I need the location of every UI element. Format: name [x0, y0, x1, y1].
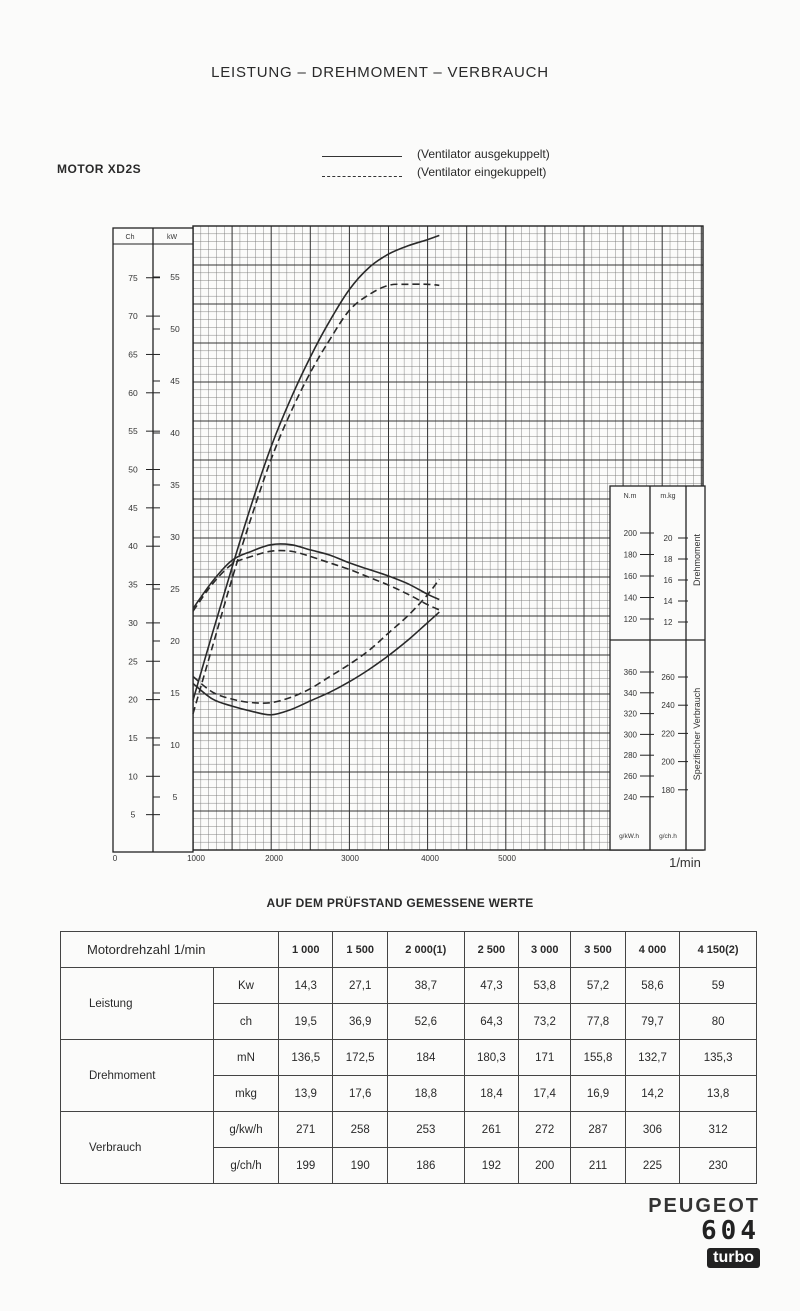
measured-values-table: [60, 931, 757, 1184]
ch-tick-label: 15: [128, 732, 138, 743]
nm-axis-label: N.m: [623, 493, 637, 500]
value-cell: 192: [464, 1148, 518, 1184]
value-cell: 16,9: [571, 1076, 625, 1112]
value-cell: 52,6: [387, 1004, 464, 1040]
ch-axis-label: Ch: [125, 234, 135, 241]
value-cell: 73,2: [519, 1004, 571, 1040]
x-tick-label: 4000: [421, 854, 439, 863]
gchh-tick-label: 180: [661, 785, 675, 795]
gkwh-tick-label: 320: [623, 709, 637, 719]
ch-tick-label: 55: [128, 426, 138, 437]
rpm-header-cell: 1 000: [279, 932, 333, 968]
unit-cell: Kw: [214, 968, 279, 1004]
x-axis: [113, 854, 701, 870]
value-cell: 199: [279, 1148, 333, 1184]
ch-tick-label: 40: [128, 541, 138, 552]
value-cell: 13,9: [279, 1076, 333, 1112]
value-cell: 14,3: [279, 968, 333, 1004]
kw-tick-label: 50: [170, 324, 180, 334]
nm-tick-label: 200: [623, 529, 637, 538]
ch-tick-label: 50: [128, 464, 138, 475]
kw-tick-label: 30: [170, 532, 180, 542]
brand-logo: [648, 1195, 760, 1268]
ch-tick-label: 60: [128, 387, 138, 398]
rpm-header-cell: 2 000(1): [387, 932, 464, 968]
value-cell: 57,2: [571, 968, 625, 1004]
ch-tick-label: 10: [128, 771, 138, 782]
x-tick-label: 1000: [187, 854, 205, 863]
chart-series: [193, 235, 439, 714]
ch-tick-label: 45: [128, 502, 138, 513]
value-cell: 306: [625, 1112, 679, 1148]
rpm-header-cell: 3 500: [571, 932, 625, 968]
legend-solid-label: (Ventilator ausgekuppelt): [417, 147, 550, 161]
gchh-tick-label: 260: [661, 673, 675, 682]
nm-tick-label: 120: [623, 615, 637, 624]
kw-tick-label: 55: [170, 272, 180, 282]
mkg-tick-label: 20: [663, 534, 673, 543]
right-axes: [610, 486, 705, 850]
rpm-header-cell: 4 000: [625, 932, 679, 968]
kw-tick-label: 45: [170, 376, 180, 386]
gkwh-tick-label: 240: [623, 792, 637, 802]
ch-tick-label: 20: [128, 694, 138, 705]
mkg-tick-label: 14: [663, 597, 673, 606]
value-cell: 230: [680, 1148, 757, 1184]
value-cell: 13,8: [680, 1076, 757, 1112]
value-cell: 172,5: [333, 1040, 387, 1076]
ch-tick-label: 35: [128, 579, 138, 590]
value-cell: 132,7: [625, 1040, 679, 1076]
value-cell: 287: [571, 1112, 625, 1148]
value-cell: 27,1: [333, 968, 387, 1004]
x-tick-label: 2000: [265, 854, 283, 863]
gkwh-tick-label: 360: [623, 668, 637, 677]
kw-tick-label: 20: [170, 636, 180, 646]
value-cell: 36,9: [333, 1004, 387, 1040]
series-line-6: [193, 579, 439, 703]
kw-tick-label: 40: [170, 428, 180, 438]
kw-tick-label: 5: [172, 792, 178, 802]
gkwh-tick-label: 300: [623, 730, 637, 740]
gchh-tick-label: 200: [661, 757, 675, 767]
x-tick-label: 0: [112, 854, 118, 863]
rpm-header-cell: 1 500: [333, 932, 387, 968]
x-tick-label: 3000: [341, 854, 359, 863]
gkwh-tick-label: 260: [623, 772, 637, 781]
table-row: [61, 1112, 757, 1148]
group-label-cell: Leistung: [61, 968, 214, 1040]
consumption-panel-label: Spezifischer Verbrauch: [692, 687, 702, 781]
header-label-cell: Motordrehzahl 1/min: [61, 932, 279, 968]
series-line-5: [193, 612, 439, 715]
nm-tick-label: 160: [623, 572, 637, 581]
table-row: [61, 1040, 757, 1076]
value-cell: 190: [333, 1148, 387, 1184]
value-cell: 17,4: [519, 1076, 571, 1112]
value-cell: 225: [625, 1148, 679, 1184]
ch-tick-label: 70: [128, 311, 138, 322]
kw-tick-label: 10: [170, 740, 180, 750]
value-cell: 14,2: [625, 1076, 679, 1112]
value-cell: 64,3: [464, 1004, 518, 1040]
kw-tick-label: 35: [170, 480, 180, 490]
nm-tick-label: 140: [623, 593, 637, 603]
left-axes: [113, 228, 193, 852]
value-cell: 136,5: [279, 1040, 333, 1076]
mkg-tick-label: 16: [663, 576, 673, 585]
kw-tick-label: 25: [170, 584, 180, 594]
value-cell: 200: [519, 1148, 571, 1184]
gchh-tick-label: 220: [661, 729, 675, 739]
torque-panel-label: Drehmoment: [692, 533, 702, 587]
value-cell: 135,3: [680, 1040, 757, 1076]
ch-tick-label: 5: [130, 809, 136, 820]
value-cell: 261: [464, 1112, 518, 1148]
value-cell: 80: [680, 1004, 757, 1040]
unit-cell: g/ch/h: [214, 1148, 279, 1184]
rpm-header-cell: 2 500: [464, 932, 518, 968]
value-cell: 180,3: [464, 1040, 518, 1076]
table-row: [61, 968, 757, 1004]
gkwh-axis-label: g/kW.h: [619, 833, 639, 840]
brand-make: PEUGEOT: [648, 1195, 760, 1217]
legend-dashed-label: (Ventilator eingekuppelt): [417, 165, 547, 179]
mkg-axis-label: m.kg: [660, 493, 676, 500]
x-axis-label: 1/min: [669, 855, 701, 870]
ch-tick-label: 75: [128, 272, 138, 283]
rpm-header-cell: 4 150(2): [680, 932, 757, 968]
page-title: LEISTUNG – DREHMOMENT – VERBRAUCH: [211, 64, 549, 81]
kw-axis-label: kW: [166, 234, 178, 241]
value-cell: 18,8: [387, 1076, 464, 1112]
x-tick-label: 5000: [498, 854, 516, 863]
turbo-badge: turbo: [707, 1248, 760, 1268]
value-cell: 184: [387, 1040, 464, 1076]
value-cell: 271: [279, 1112, 333, 1148]
value-cell: 79,7: [625, 1004, 679, 1040]
unit-cell: g/kw/h: [214, 1112, 279, 1148]
gkwh-tick-label: 340: [623, 688, 637, 698]
value-cell: 155,8: [571, 1040, 625, 1076]
value-cell: 171: [519, 1040, 571, 1076]
value-cell: 19,5: [279, 1004, 333, 1040]
gkwh-tick-label: 280: [623, 751, 637, 761]
ch-tick-label: 30: [128, 617, 138, 628]
nm-tick-label: 180: [623, 550, 637, 560]
group-label-cell: Verbrauch: [61, 1112, 214, 1184]
value-cell: 312: [680, 1112, 757, 1148]
value-cell: 186: [387, 1148, 464, 1184]
brand-model: 604: [701, 1216, 760, 1246]
value-cell: 272: [519, 1112, 571, 1148]
table-header-row: [61, 932, 757, 968]
ch-tick-label: 65: [128, 349, 138, 360]
table-section-title: AUF DEM PRÜFSTAND GEMESSENE WERTE: [266, 896, 534, 910]
value-cell: 211: [571, 1148, 625, 1184]
unit-cell: mkg: [214, 1076, 279, 1112]
value-cell: 53,8: [519, 968, 571, 1004]
kw-tick-label: 15: [170, 688, 180, 698]
value-cell: 258: [333, 1112, 387, 1148]
value-cell: 58,6: [625, 968, 679, 1004]
rpm-header-cell: 3 000: [519, 932, 571, 968]
value-cell: 77,8: [571, 1004, 625, 1040]
motor-label: MOTOR XD2S: [57, 162, 142, 176]
value-cell: 38,7: [387, 968, 464, 1004]
ch-tick-label: 25: [128, 656, 138, 667]
gchh-axis-label: g/ch.h: [659, 833, 677, 840]
value-cell: 253: [387, 1112, 464, 1148]
mkg-tick-label: 12: [663, 618, 673, 627]
value-cell: 17,6: [333, 1076, 387, 1112]
group-label-cell: Drehmoment: [61, 1040, 214, 1112]
value-cell: 47,3: [464, 968, 518, 1004]
mkg-tick-label: 18: [663, 555, 673, 564]
gchh-tick-label: 240: [661, 701, 675, 711]
unit-cell: mN: [214, 1040, 279, 1076]
value-cell: 18,4: [464, 1076, 518, 1112]
value-cell: 59: [680, 968, 757, 1004]
unit-cell: ch: [214, 1004, 279, 1040]
